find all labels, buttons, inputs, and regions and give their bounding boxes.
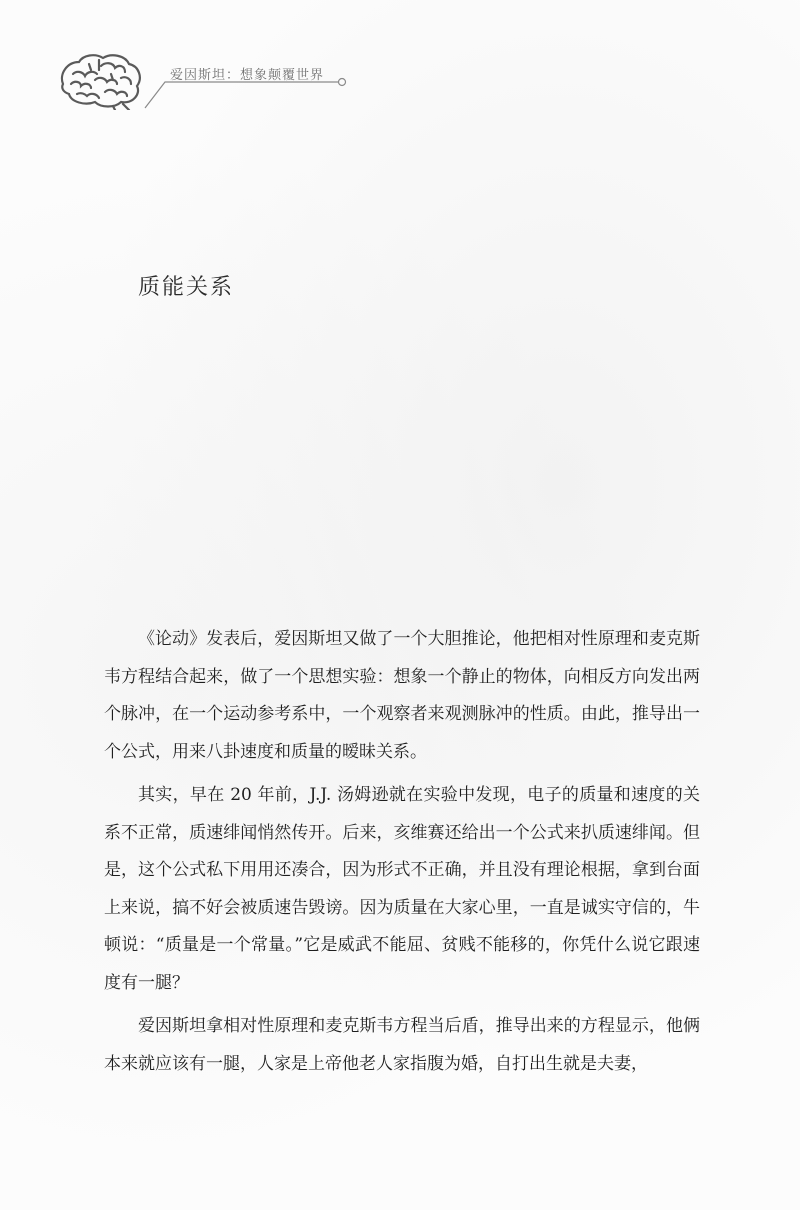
running-header (55, 50, 355, 120)
text-line: 反方向发出两个脉冲，在一个运动参考系中，一个观察者来观测脉冲的性质。 (104, 666, 701, 724)
brain-icon (55, 50, 145, 110)
text-line: 贱不能移的，你凭什么说它跟速度有一腿？ (104, 935, 700, 993)
text-line: 他俩本来就应该有一腿，人家是上帝他老人家指腹为婚，自打出生就是夫妻， (104, 1016, 700, 1074)
paragraph-1 (104, 621, 700, 771)
text-line: 其实，早在 20 年前，J.J. 汤姆逊就在实验中发现，电子的质量和速度 (138, 785, 666, 805)
text-line: 爱因斯坦拿相对性原理和麦克斯韦方程当后盾，推导出来的方程显示， (138, 1016, 666, 1036)
paragraph-2 (104, 777, 700, 1002)
section-title: 质能关系 (138, 275, 235, 300)
text-line: 一直是诚实守信的，牛顿说：“质量是一个常量。”它是威武不能屈、贫 (104, 897, 700, 955)
text-line: 由此，推导出一个公式，用来八卦速度和质量的暧昧关系。 (104, 704, 701, 762)
paragraph-3 (104, 1008, 700, 1083)
text-line: 速绯闻。但是，这个公式私下用用还凑合，因为形式不正确，并且没有理 (104, 822, 701, 880)
header-title: 爱因斯坦：想象颠覆世界 (170, 68, 325, 83)
text-line: 的关系不正常，质速绯闻悄然传开。后来，亥维赛还给出一个公式来扒质 (104, 785, 701, 843)
body-text (104, 621, 700, 1089)
text-line: 论根据，拿到台面上来说，搞不好会被质速告毁谤。因为质量在大家心里， (104, 860, 701, 918)
text-line: 麦克斯韦方程结合起来，做了一个思想实验：想象一个静止的物体，向相 (104, 629, 700, 687)
text-line: 《论动》发表后，爱因斯坦又做了一个大胆推论，他把相对性原理和 (138, 629, 649, 649)
